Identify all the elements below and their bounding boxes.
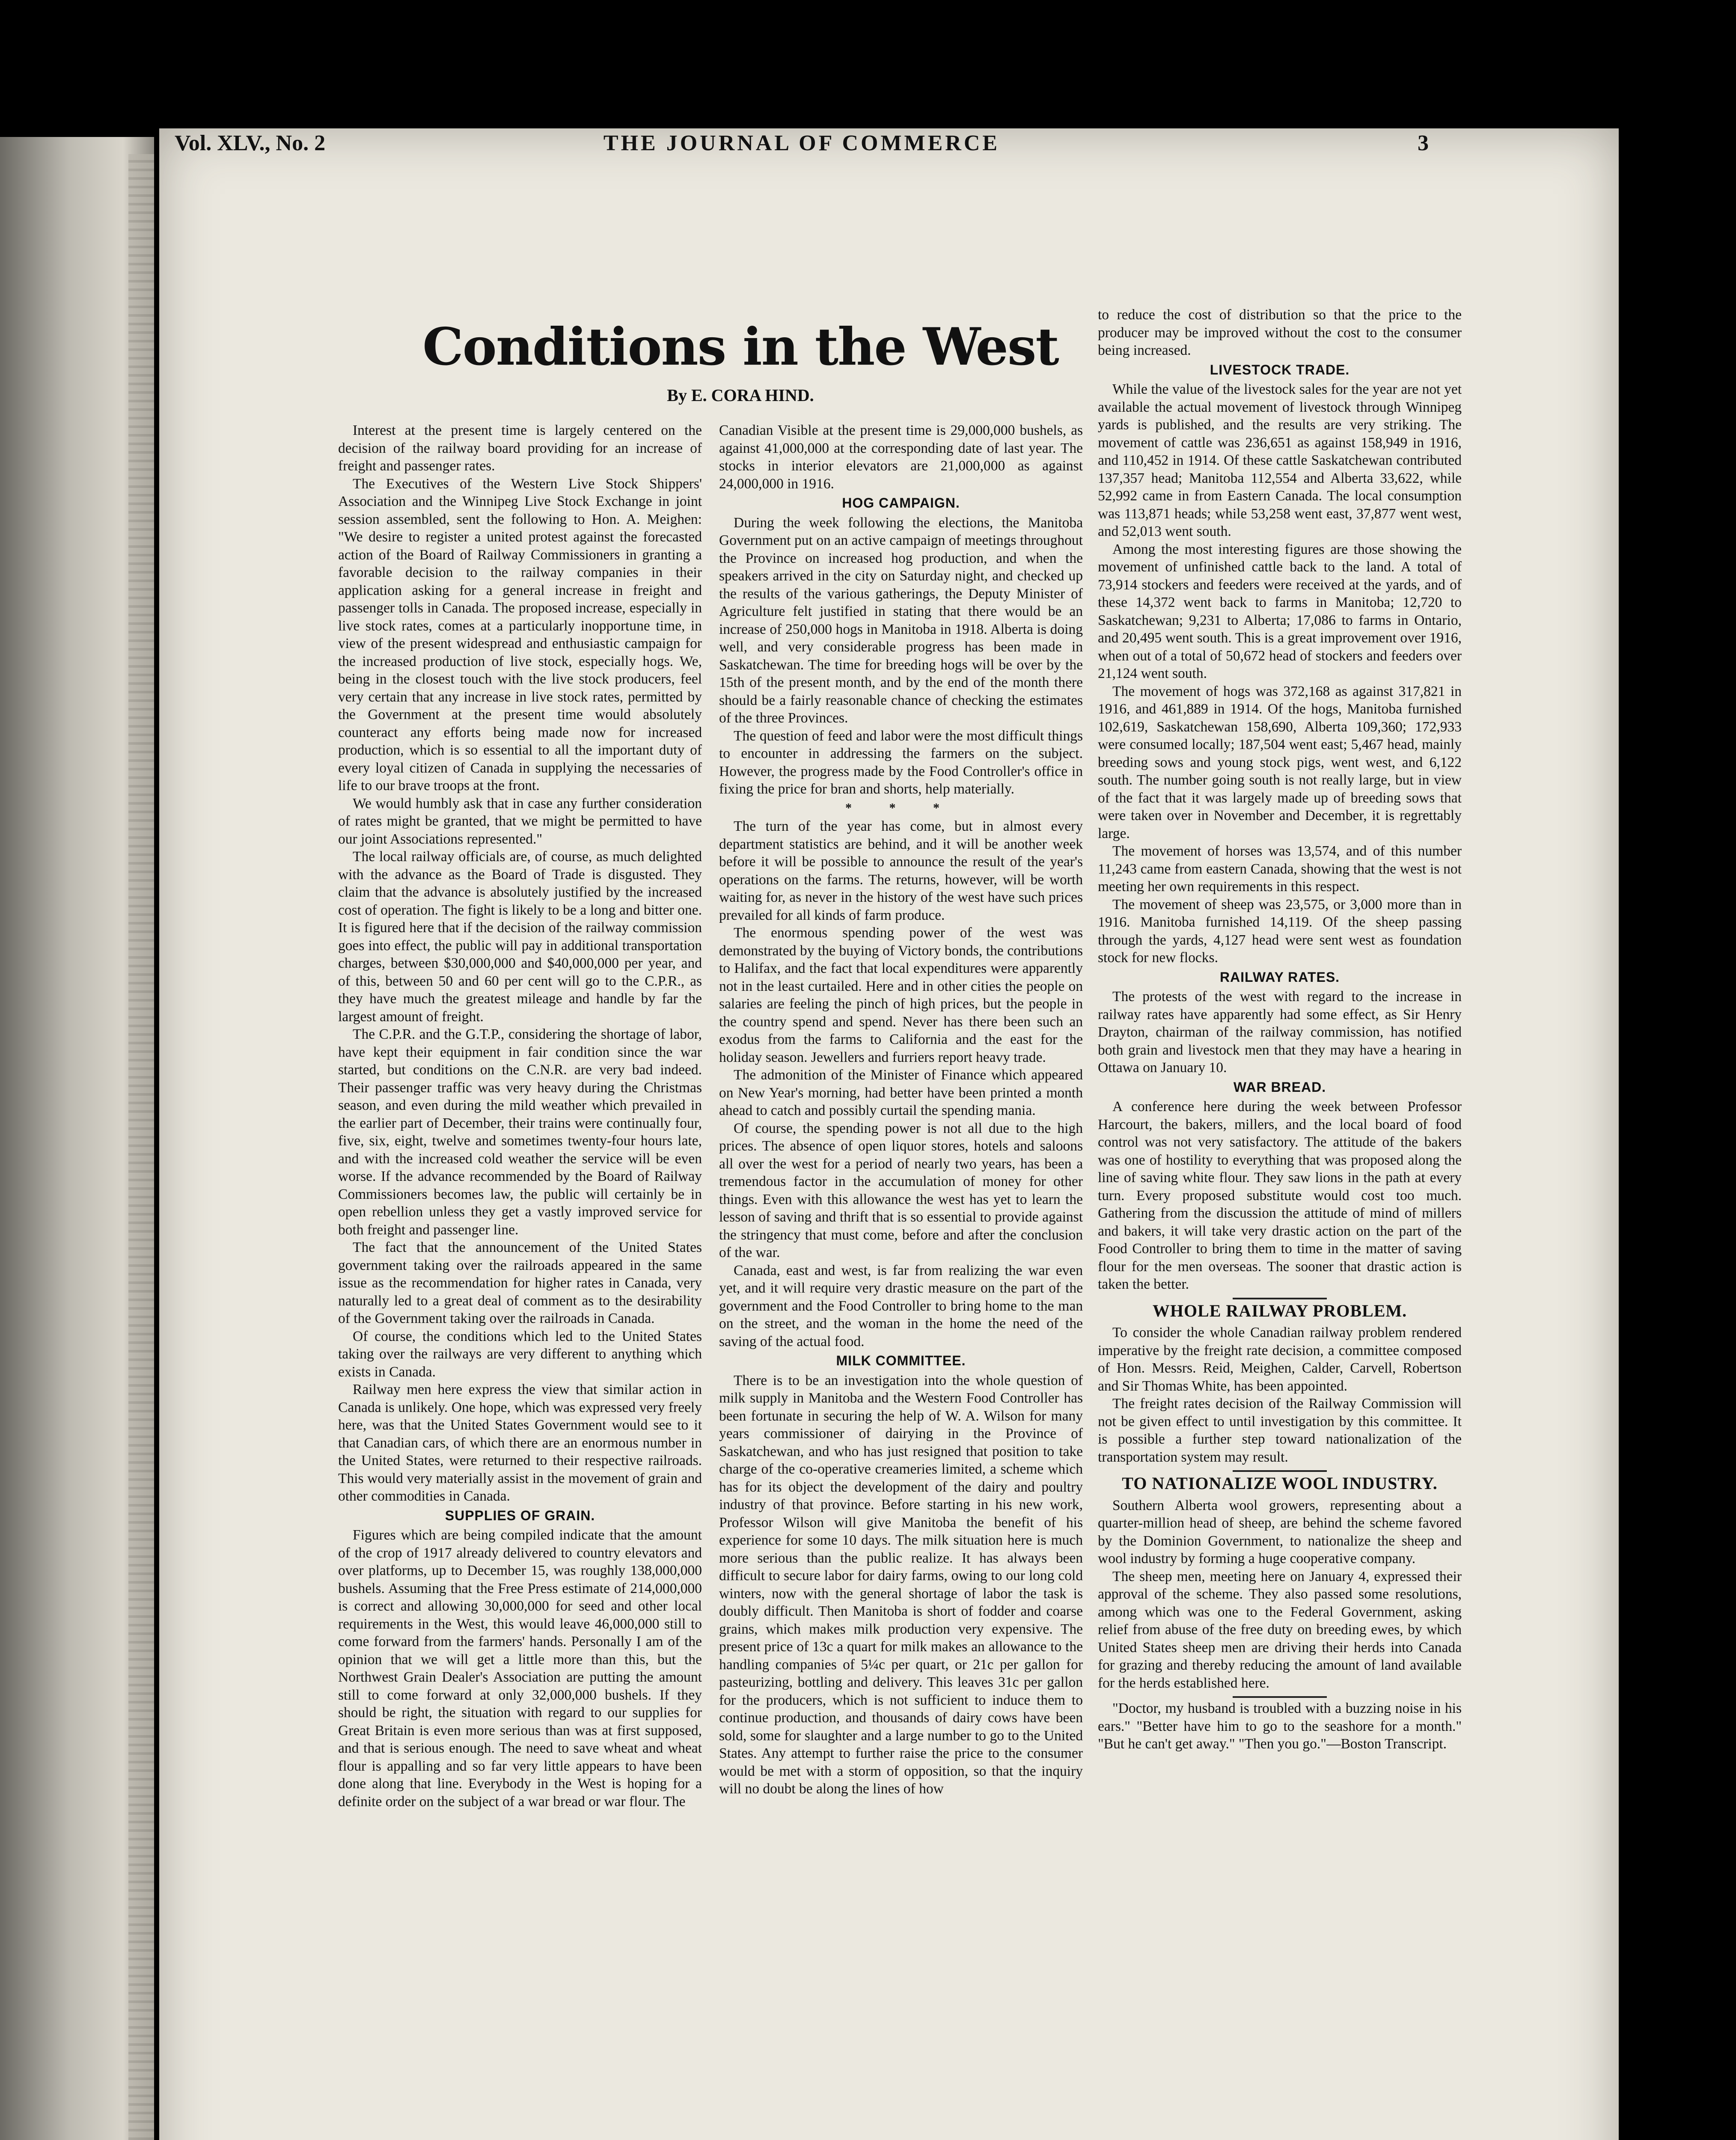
section-heading: RAILWAY RATES.	[1219, 969, 1340, 985]
paragraph: "Doctor, my husband is troubled with a buzzing noise in his ears." "Better have him to go to the seashore for a month." "But he can't get away." "Then you go."—Boston Transcript.	[1098, 1700, 1462, 1752]
article-byline: By E. CORA HIND.	[667, 386, 814, 405]
paragraph: There is to be an investigation into the whole question of milk supply in Manitoba and the Western Food Controller has been fortunate in securing the help of W. A. Wilson for many years commissioner of dairying in the Province of Saskatchewan, and who has just resigned that position to take charge of the co-operative creameries limited, a scheme which has for its object the development of the dairy and poultry industry of that province. Before starting in his new work, Professor Wilson will give Manitoba the benefit of his experience for some 10 days. The milk situation here is much more serious than the public realize. It has always been difficult to secure labor for dairy farms, owing to our long cold winters, now with the general shortage of labor the task is doubly difficult. Then Manitoba is short of fodder and coarse grains, which makes milk production very expensive. The present price of 13c a quart for milk makes an allowance to the handling companies of 5¼c per quart, or 21c per gallon for pasteurizing, bottling and delivery. This leaves 31c per gallon for the producers, which is not sufficient to induce them to continue production, and thousands of dairy cows have been sold, some for slaughter and a large number to go to the United States. Any attempt to further raise the price to the consumer would be met with a storm of opposition, so that the inquiry will no doubt be along the lines of how	[719, 1372, 1083, 1797]
column-3	[1098, 306, 1462, 1753]
paragraph: A conference here during the week between Professor Harcourt, the bakers, millers, and the local board of food control was not very satisfactory. The attitude of the bakers was one of hostility to everything that was proposed along the line of saving white flour. They saw lions in the path at every turn. Every proposed substitute would cost too much. Gathering from the discussion the attitude of mind of millers and bakers, it will take very drastic action on the part of the Food Controller to bring them to time in the matter of saving flour for the men overseas. The sooner that drastic action is taken the better.	[1098, 1099, 1462, 1292]
page-gutter	[128, 154, 154, 2140]
running-header	[175, 126, 1429, 160]
article-heading: WHOLE RAILWAY PROBLEM.	[1152, 1301, 1407, 1320]
column-1	[338, 422, 702, 1810]
paragraph: The freight rates decision of the Railway Commission will not be given effect to until investigation by this committee. It is possible a further step toward nationalization of the transportation system may result.	[1098, 1396, 1462, 1465]
paragraph: During the week following the elections, the Manitoba Government put on an active campaign of meetings throughout the Province on increased hog production, and when the speakers arrived in the city on Saturday night, and checked up the results of the various gatherings, the Deputy Minister of Agriculture felt justified in stating that there would be an increase of 250,000 hogs in Manitoba in 1918. Alberta is doing well, and very considerable progress has been made in Saskatchewan. The time for breeding hogs will be over by the 15th of the present month, and by the end of the month there should be a fairly reasonable chance of checking the estimates of the three Provinces.	[719, 514, 1083, 726]
paragraph: The sheep men, meeting here on January 4, expressed their approval of the scheme. They also passed some resolutions, among which was one to the Federal Government, asking relief from abuse of the free duty on breeding ewes, by which United States sheep men are driving their herds into Canada for grazing and thereby reducing the amount of land available for the herds established here.	[1098, 1568, 1462, 1691]
paragraph: The local railway officials are, of course, as much delighted with the advance as the Board of Trade is disgusted. They claim that the advance is absolutely justified by the increased cost of operation. The fight is likely to be a long and bitter one. It is figured here that if the decision of the railway commission goes into effect, the public will pay in additional transportation charges, between $30,000,000 and $40,000,000 per year, and of this, between 50 and 60 per cent will go to the C.P.R., as they have much the greatest mileage and handle by far the largest amount of freight.	[338, 849, 702, 1025]
page-number: 3	[1418, 131, 1429, 155]
paragraph: The question of feed and labor were the most difficult things to encounter in addressing the farmers on the subject. However, the progress made by the Food Controller's office in fixing the price for bran and shorts, help materially.	[719, 728, 1083, 797]
article-heading: TO NATIONALIZE WOOL INDUSTRY.	[1122, 1474, 1438, 1493]
paragraph: The turn of the year has come, but in almost every department statistics are behind, and it will be another week before it will be possible to announce the result of the year's operations on the farms. The returns, however, will be worth waiting for, as never in the history of the west have such prices prevailed for all kinds of farm produce.	[719, 818, 1083, 923]
column-2	[719, 422, 1083, 1798]
volume-number: Vol. XLV., No. 2	[175, 131, 326, 155]
paragraph: The enormous spending power of the west was demonstrated by the buying of Victory bonds, the contributions to Halifax, and the fact that local expenditures were apparently not in the least curtailed. Here and in other cities the people on salaries are feeling the pinch of high prices, but the people in the country spend and spend. Never has there been such an exodus from the farms to California and the east for the holiday season. Jewellers and furriers report heavy trade.	[719, 925, 1083, 1065]
paragraph: Interest at the present time is largely centered on the decision of the railway board providing for an increase of freight and passenger rates.	[338, 422, 702, 474]
section-heading: SUPPLIES OF GRAIN.	[445, 1507, 595, 1523]
paragraph: The admonition of the Minister of Finance which appeared on New Year's morning, had better have been printed a month ahead to catch and possibly curtail the spending mania.	[719, 1067, 1083, 1118]
paragraph: Among the most interesting figures are those showing the movement of unfinished cattle back to the land. A total of 73,914 stockers and feeders were received at the yards, and of these 14,372 went back to farms in Manitoba; 12,720 to Saskatchewan; 9,231 to Alberta; 17,086 to farms in Ontario, and 20,495 went south. This is a great improvement over 1916, when out of a total of 50,672 head of stockers and feeders over 21,124 went south.	[1098, 541, 1462, 681]
paragraph: The protests of the west with regard to the increase in railway rates have apparently had some effect, as Sir Henry Drayton, chairman of the railway commission, has notified both grain and livestock men that they may have a hearing in Ottawa on January 10.	[1098, 989, 1462, 1076]
paragraph: The movement of sheep was 23,575, or 3,000 more than in 1916. Manitoba furnished 14,119. Of the sheep passing through the yards, 4,127 head were sent west as foundation stock for new flocks.	[1098, 896, 1462, 966]
paragraph: The fact that the announcement of the United States government taking over the railroads appeared in the same issue as the recommendation for higher rates in Canada, very naturally led to a great deal of comment as to the desirability of the Government taking over the railroads in Canada.	[338, 1239, 702, 1326]
divider-rule	[1233, 1696, 1327, 1698]
paragraph: to reduce the cost of distribution so that the price to the producer may be improved without the cost to the consumer being increased.	[1098, 307, 1462, 358]
article-title: Conditions in the West	[422, 317, 1058, 377]
section-heading: HOG CAMPAIGN.	[842, 495, 960, 511]
section-heading: LIVESTOCK TRADE.	[1210, 362, 1350, 377]
paragraph: Of course, the conditions which led to the United States taking over the railways are very different to anything which exists in Canada.	[338, 1328, 702, 1380]
paragraph: Of course, the spending power is not all due to the high prices. The absence of open liquor stores, hotels and saloons all over the west for a period of nearly two years, has been a tremendous factor in the accumulation of money for other things. Even with this allowance the west has yet to learn the lesson of saving and thrift that is so essential to provide against the stringency that must come, before and after the conclusion of the war.	[719, 1120, 1083, 1260]
paragraph: Canada, east and west, is far from realizing the war even yet, and it will require very drastic measure on the part of the government and the Food Controller to bring home to the man on the street, and the woman in the home the need of the saving of the actual food.	[719, 1262, 1083, 1349]
divider-rule	[1233, 1470, 1327, 1472]
divider-rule	[1233, 1298, 1327, 1299]
paragraph: While the value of the livestock sales for the year are not yet available the actual movement of livestock through Winnipeg yards is published, and the results are very striking. The movement of cattle was 236,651 as against 158,949 in 1916, and 110,452 in 1914. Of these cattle Saskatchewan contributed 137,357 head; Manitoba 112,554 and Alberta 33,622, while 52,992 came in from Eastern Canada. The local consumption was 113,871 heads; while 53,258 went east, 37,877 went west, and 52,013 went south.	[1098, 381, 1462, 539]
section-heading: WAR BREAD.	[1233, 1079, 1326, 1095]
paragraph: Railway men here express the view that similar action in Canada is unlikely. One hope, which was expressed very freely here, was that the United States Government would see to it that Canadian cars, of which there are an enormous number in the United States, were returned to their respective railroads. This would very materially assist in the movement of grain and other commodities in Canada.	[338, 1382, 702, 1504]
paragraph: Canadian Visible at the present time is 29,000,000 bushels, as against 41,000,000 at the corresponding date of last year. The stocks in interior elevators are 21,000,000 as against 24,000,000 in 1916.	[719, 422, 1083, 492]
paragraph: Figures which are being compiled indicate that the amount of the crop of 1917 already delivered to country elevators and over platforms, up to December 15, was roughly 138,000,000 bushels. Assuming that the Free Press estimate of 214,000,000 is correct and allowing 30,000,000 for seed and other local requirements in the West, this would leave 46,000,000 still to come forward from the farmers' hands. Personally I am of the opinion that we will get a little more than this, but the Northwest Grain Dealer's Association are putting the amount still to come forward at only 32,000,000 bushels. If they should be right, the situation with regard to our supplies for Great Britain is even more serious than was at first supposed, and that is serious enough. The need to save wheat and wheat flour is appalling and so far very little appears to have been done along that line. Everybody in the West is hoping for a definite order on the subject of a war bread or war flour. The	[338, 1527, 702, 1810]
journal-name: THE JOURNAL OF COMMERCE	[603, 131, 1000, 155]
paragraph: The C.P.R. and the G.T.P., considering the shortage of labor, have kept their equipment in fair condition since the war started, but conditions on the C.N.R. are very bad indeed. Their passenger traffic was very heavy during the Christmas season, and even during the mild weather which prevailed in the earlier part of December, their trains were continually four, five, six, eight, twelve and sometimes twenty-four hours late, and with the increased cold weather the service will be even worse. If the advance recommended by the Board of Railway Commissioners becomes law, the public will certainly be in open rebellion unless they get a vastly improved service for both freight and passenger line.	[338, 1026, 702, 1238]
section-heading: MILK COMMITTEE.	[836, 1353, 966, 1368]
section-separator: * * *	[845, 800, 957, 815]
paragraph: The Executives of the Western Live Stock Shippers' Association and the Winnipeg Live Stock Exchange in joint session assembled, sent the following to Hon. A. Meighen: "We desire to register a united protest against the forecasted action of the Board of Railway Commissioners in granting a favorable decision to the railway companies in their application asking for a general increase in freight and passenger tolls in Canada. The proposed increase, especially in live stock rates, comes at a particularly inopportune time, in view of the present widespread and enthusiastic campaign for the increased production of live stock, especially hogs. We, being in the closest touch with the live stock producers, feel very certain that any increase in live stock rates, permitted by the Government at the present time would absolutely counteract any efforts being made now for increased production, which is so essential to all the important duty of every loyal citizen of Canada in supplying the necessaries of life to our brave troops at the front.	[338, 476, 702, 794]
paragraph: To consider the whole Canadian railway problem rendered imperative by the freight rate decision, a committee composed of Hon. Messrs. Reid, Meighen, Calder, Carvell, Robertson and Sir Thomas White, has been appointed.	[1098, 1325, 1462, 1394]
paragraph: The movement of hogs was 372,168 as against 317,821 in 1916, and 461,889 in 1914. Of the hogs, Manitoba furnished 102,619, Saskatchewan 158,690, Alberta 109,360; 172,933 were consumed locally; 187,504 went east; 5,467 head, mainly breeding sows and young stock pigs, went west, and 6,122 south. The number going south is not really large, but in view of the fact that it was largely made up of breeding sows that were taken over in November and December, it is regrettably large.	[1098, 683, 1462, 841]
paragraph: The movement of horses was 13,574, and of this number 11,243 came from eastern Canada, showing that the west is not meeting her own requirements in this respect.	[1098, 843, 1462, 895]
paragraph: Southern Alberta wool growers, representing about a quarter-million head of sheep, are behind the scheme favored by the Dominion Government, to nationalize the sheep and wool industry by forming a huge cooperative company.	[1098, 1497, 1462, 1566]
paragraph: We would humbly ask that in case any further consideration of rates might be granted, that we might be permitted to have our joint Associations represented."	[338, 795, 702, 847]
